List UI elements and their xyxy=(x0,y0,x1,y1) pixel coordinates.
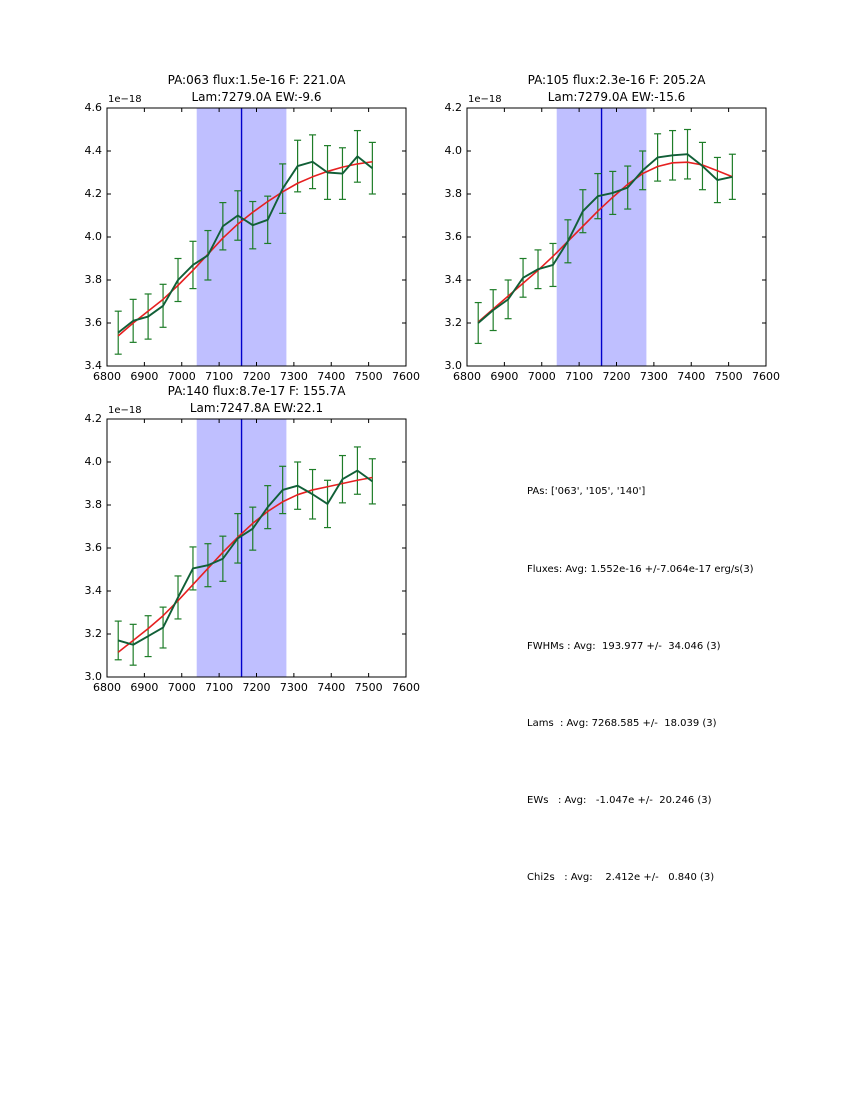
y-tick-label: 3.0 xyxy=(84,670,102,683)
x-tick-label: 7300 xyxy=(279,370,308,383)
y-tick-label: 4.4 xyxy=(84,144,102,157)
plot-title-line2: Lam:7247.8A EW:22.1 xyxy=(189,401,324,415)
x-tick-label: 7000 xyxy=(167,681,196,694)
x-tick-label: 7200 xyxy=(242,370,271,383)
stats-panel xyxy=(527,428,754,942)
plot-1-area xyxy=(466,107,767,367)
stats-line-ews: EWs : Avg: -1.047e +/- 20.246 (3) xyxy=(527,794,712,806)
x-tick-label: 7400 xyxy=(317,681,346,694)
x-tick-label: 7600 xyxy=(392,681,420,694)
x-tick-label: 7600 xyxy=(392,370,420,383)
x-tick-label: 6900 xyxy=(490,370,519,383)
stats-line-pas: PAs: ['063', '105', '140'] xyxy=(527,486,646,498)
y-axis-offset-label: 1e−18 xyxy=(108,94,142,105)
x-tick-label: 7300 xyxy=(639,370,668,383)
x-tick-label: 7500 xyxy=(354,681,383,694)
x-tick-label: 6800 xyxy=(93,681,121,694)
plot-title-line2: Lam:7279.0A EW:-9.6 xyxy=(191,90,322,104)
y-tick-label: 4.2 xyxy=(84,187,102,200)
stats-line-fluxes: Fluxes: Avg: 1.552e-16 +/-7.064e-17 erg/s(3) xyxy=(527,563,754,575)
y-tick-label: 3.6 xyxy=(84,541,102,554)
x-tick-label: 7500 xyxy=(354,370,383,383)
x-tick-label: 7400 xyxy=(317,370,346,383)
y-tick-label: 4.0 xyxy=(444,144,462,157)
y-axis-offset-label: 1e−18 xyxy=(108,405,142,416)
plot-2-title xyxy=(107,383,406,417)
y-tick-label: 3.0 xyxy=(444,359,462,372)
plot-0-area xyxy=(106,107,407,367)
stats-line-chi2s: Chi2s : Avg: 2.412e +/- 0.840 (3) xyxy=(527,871,715,883)
y-tick-label: 3.4 xyxy=(84,359,102,372)
y-tick-label: 3.6 xyxy=(84,316,102,329)
x-tick-label: 6800 xyxy=(453,370,481,383)
y-tick-label: 3.2 xyxy=(444,316,462,329)
stats-line-lams: Lams : Avg: 7268.585 +/- 18.039 (3) xyxy=(527,717,717,729)
x-tick-label: 7000 xyxy=(167,370,196,383)
x-tick-label: 6900 xyxy=(130,681,159,694)
y-tick-label: 4.0 xyxy=(84,455,102,468)
x-tick-label: 6900 xyxy=(130,370,159,383)
y-tick-label: 3.8 xyxy=(84,273,102,286)
x-tick-label: 7000 xyxy=(527,370,556,383)
y-tick-label: 4.6 xyxy=(84,101,102,114)
y-tick-label: 3.8 xyxy=(84,498,102,511)
y-tick-label: 3.4 xyxy=(444,273,462,286)
plot-title-line1: PA:105 flux:2.3e-16 F: 205.2A xyxy=(527,73,706,87)
x-tick-label: 7100 xyxy=(565,370,594,383)
x-tick-label: 7200 xyxy=(602,370,631,383)
plot-0-title xyxy=(107,72,406,106)
x-tick-label: 7100 xyxy=(205,370,234,383)
plot-title-line1: PA:063 flux:1.5e-16 F: 221.0A xyxy=(167,73,346,87)
x-tick-label: 7500 xyxy=(714,370,743,383)
y-tick-label: 3.4 xyxy=(84,584,102,597)
y-tick-label: 4.2 xyxy=(84,412,102,425)
x-tick-label: 7200 xyxy=(242,681,271,694)
y-tick-label: 4.2 xyxy=(444,101,462,114)
x-tick-label: 7100 xyxy=(205,681,234,694)
y-tick-label: 3.2 xyxy=(84,627,102,640)
plot-2-area xyxy=(106,418,407,678)
x-tick-label: 7600 xyxy=(752,370,780,383)
plot-1-title xyxy=(467,72,766,106)
plot-title-line1: PA:140 flux:8.7e-17 F: 155.7A xyxy=(167,384,346,398)
x-tick-label: 7400 xyxy=(677,370,706,383)
y-tick-label: 4.0 xyxy=(84,230,102,243)
y-tick-label: 3.8 xyxy=(444,187,462,200)
x-tick-label: 7300 xyxy=(279,681,308,694)
y-tick-label: 3.6 xyxy=(444,230,462,243)
plot-title-line2: Lam:7279.0A EW:-15.6 xyxy=(547,90,686,104)
stats-line-fwhms: FWHMs : Avg: 193.977 +/- 34.046 (3) xyxy=(527,640,721,652)
y-axis-offset-label: 1e−18 xyxy=(468,94,502,105)
x-tick-label: 6800 xyxy=(93,370,121,383)
